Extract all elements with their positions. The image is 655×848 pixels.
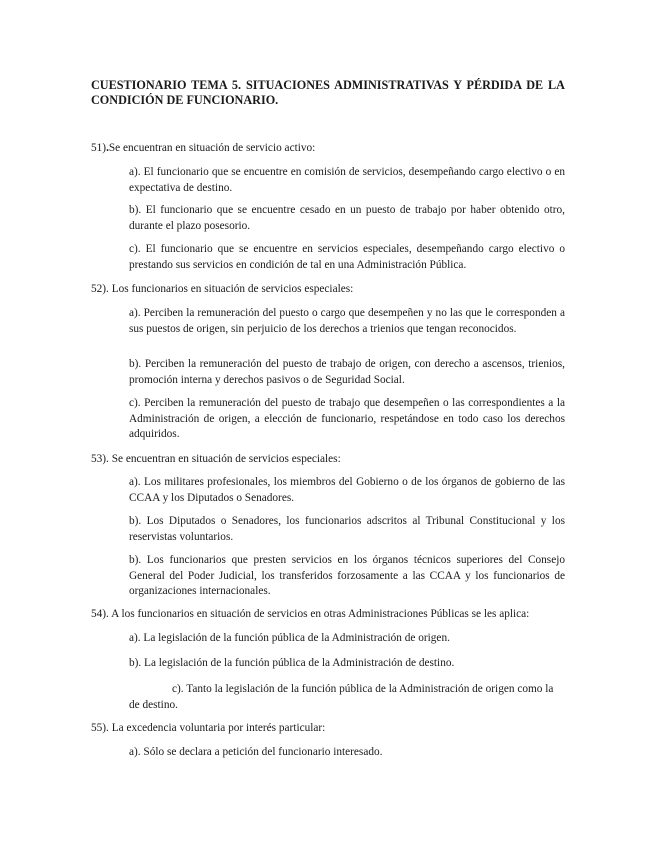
question-number: 51) xyxy=(91,142,107,154)
page-title: CUESTIONARIO TEMA 5. SITUACIONES ADMINISTRATIVAS Y PÉRDIDA DE LA CONDICIÓN DE FUNCIONARIO. xyxy=(91,78,565,107)
question-51 xyxy=(91,141,315,156)
option-52-b: b). Perciben la remuneración del puesto de trabajo de origen, con derecho a ascensos, trienios, promoción interna y derechos pasivos o de Seguridad Social. xyxy=(129,358,565,386)
option-51-c: c). El funcionario que se encuentre en servicios especiales, desempeñando cargo electivo o prestando sus servicios en condición de tal en una Administración Pública. xyxy=(129,243,565,271)
option-51-b: b). El funcionario que se encuentre cesado en un puesto de trabajo por haber obtenido otro, durante el plazo posesorio. xyxy=(129,204,565,232)
option-53-b: b). Los Diputados o Senadores, los funcionarios adscritos al Tribunal Constitucional y los reservistas voluntarios. xyxy=(129,515,565,543)
question-52 xyxy=(91,282,353,297)
question-number: 53). xyxy=(91,453,109,465)
question-number: 54). xyxy=(91,608,109,620)
option-53-a: a). Los militares profesionales, los miembros del Gobierno o de los órganos de gobierno de las CCAA y los Diputados o Senadores. xyxy=(129,476,565,504)
option-51-a: a). El funcionario que se encuentre en comisión de servicios, desempeñando cargo electivo o en expectativa de destino. xyxy=(129,166,565,194)
question-number: 55). xyxy=(91,722,109,734)
question-text: La excedencia voluntaria por interés particular: xyxy=(111,722,326,734)
option-52-a: a). Perciben la remuneración del puesto o cargo que desempeñen y no las que le corresponden a sus puestos de origen, sin perjuicio de los derechos a trienios que tengan reconocidos. xyxy=(129,307,565,335)
question-53 xyxy=(91,452,341,467)
option-54-b: b). La legislación de la función pública de la Administración de destino. xyxy=(129,657,455,669)
option-52-c: c). Perciben la remuneración del puesto de trabajo que desempeñen o las correspondientes a la Administración de origen, a elección de funcionario, respetándose en todo caso los derechos adquiridos. xyxy=(129,397,565,441)
question-54 xyxy=(91,607,529,622)
question-text: A los funcionarios en situación de servicios en otras Administraciones Públicas se les aplica: xyxy=(111,608,530,620)
option-54-c: c). Tanto la legislación de la función pública de la Administración de origen como la de destino. xyxy=(129,683,554,711)
option-53-c: b). Los funcionarios que presten servicios en los órganos técnicos superiores del Consejo General del Poder Judicial, los transferidos forzosamente a las CCAA y los funcionarios de organizaciones internacionales. xyxy=(129,554,565,598)
question-text: Se encuentran en situación de servicios especiales: xyxy=(111,453,341,465)
question-text: Se encuentran en situación de servicio activo: xyxy=(108,142,316,154)
question-55 xyxy=(91,721,325,736)
option-55-a: a). Sólo se declara a petición del funcionario interesado. xyxy=(129,746,383,758)
question-text: Los funcionarios en situación de servicios especiales: xyxy=(111,283,354,295)
option-54-a: a). La legislación de la función pública de la Administración de origen. xyxy=(129,632,450,644)
question-separator: . xyxy=(106,142,109,154)
question-number: 52). xyxy=(91,283,109,295)
